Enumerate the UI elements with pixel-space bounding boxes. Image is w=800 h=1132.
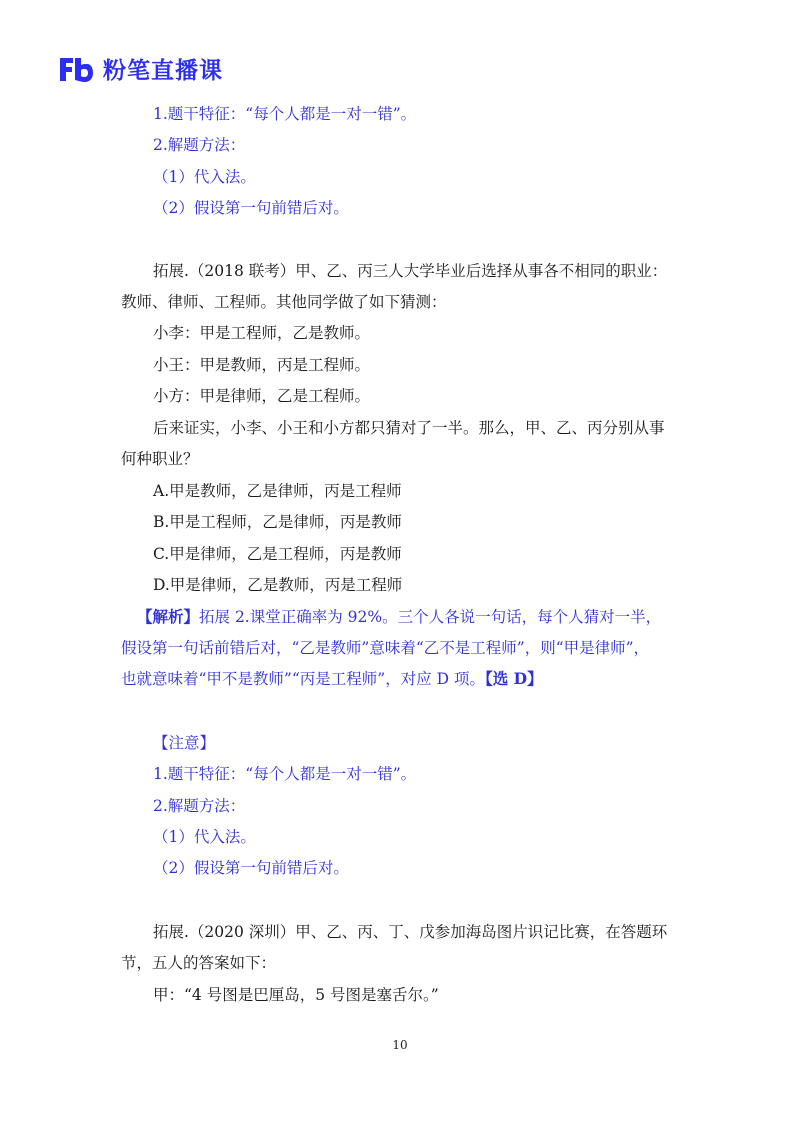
note-line4: （2）假设第一句前错后对。 [153, 859, 349, 877]
section1-line3: （1）代入法。 [153, 168, 256, 186]
problem2-stem-line1: 拓展.（2020 深圳）甲、乙、丙、丁、戊参加海岛图片识记比赛，在答题环 [153, 923, 668, 941]
fb-logo-icon [57, 54, 95, 84]
section1-line4: （2）假设第一句前错后对。 [153, 199, 349, 217]
problem1-guess3: 小方：甲是律师，乙是工程师。 [153, 387, 371, 405]
problem2-answer1: 甲：“4 号图是巴厘岛，5 号图是塞舌尔。” [153, 986, 439, 1004]
section1-line1: 1.题干特征：“每个人都是一对一错”。 [153, 105, 417, 123]
problem2-stem-line2: 节，五人的答案如下： [121, 954, 277, 972]
problem1-question-line2: 何种职业？ [121, 450, 199, 468]
analysis-tag: 【解析】 [137, 607, 200, 626]
note-line1: 1.题干特征：“每个人都是一对一错”。 [153, 765, 417, 783]
problem1-stem-line2: 教师、律师、工程师。其他同学做了如下猜测： [121, 293, 447, 311]
problem1-guess2: 小王：甲是教师，丙是工程师。 [153, 356, 371, 374]
problem1-analysis-line3 [121, 669, 543, 689]
problem1-stem-line1: 拓展.（2018 联考）甲、乙、丙三人大学毕业后选择从事各不相同的职业： [153, 262, 668, 280]
note-line2: 2.解题方法： [153, 797, 246, 815]
answer-tag: 【选 D】 [484, 669, 543, 688]
analysis-text-end: 也就意味着“甲不是教师”“丙是工程师”，对应 D 项。 [121, 670, 485, 688]
problem1-question-line1: 后来证实，小李、小王和小方都只猜对了一半。那么，甲、乙、丙分别从事 [153, 419, 665, 437]
problem1-option-c: C.甲是律师，乙是工程师，丙是教师 [153, 545, 402, 563]
problem1-option-d: D.甲是律师，乙是教师，丙是工程师 [153, 576, 403, 594]
note-title: 【注意】 [153, 734, 216, 752]
problem1-option-a: A.甲是教师，乙是律师，丙是工程师 [153, 482, 402, 500]
problem1-analysis-line1 [137, 607, 661, 627]
section1-line2: 2.解题方法： [153, 136, 246, 154]
brand-name: 粉笔直播课 [103, 58, 223, 84]
problem1-option-b: B.甲是工程师，乙是律师，丙是教师 [153, 513, 402, 531]
page-number: 10 [392, 1038, 408, 1052]
problem1-analysis-line2: 假设第一句话前错后对，“乙是教师”意味着“乙不是工程师”，则“甲是律师”， [121, 639, 650, 657]
brand-logo [57, 52, 223, 85]
analysis-text: 拓展 2.课堂正确率为 92%。三个人各说一句话，每个人猜对一半， [199, 608, 662, 626]
note-line3: （1）代入法。 [153, 828, 256, 846]
problem1-guess1: 小李：甲是工程师，乙是教师。 [153, 324, 371, 342]
